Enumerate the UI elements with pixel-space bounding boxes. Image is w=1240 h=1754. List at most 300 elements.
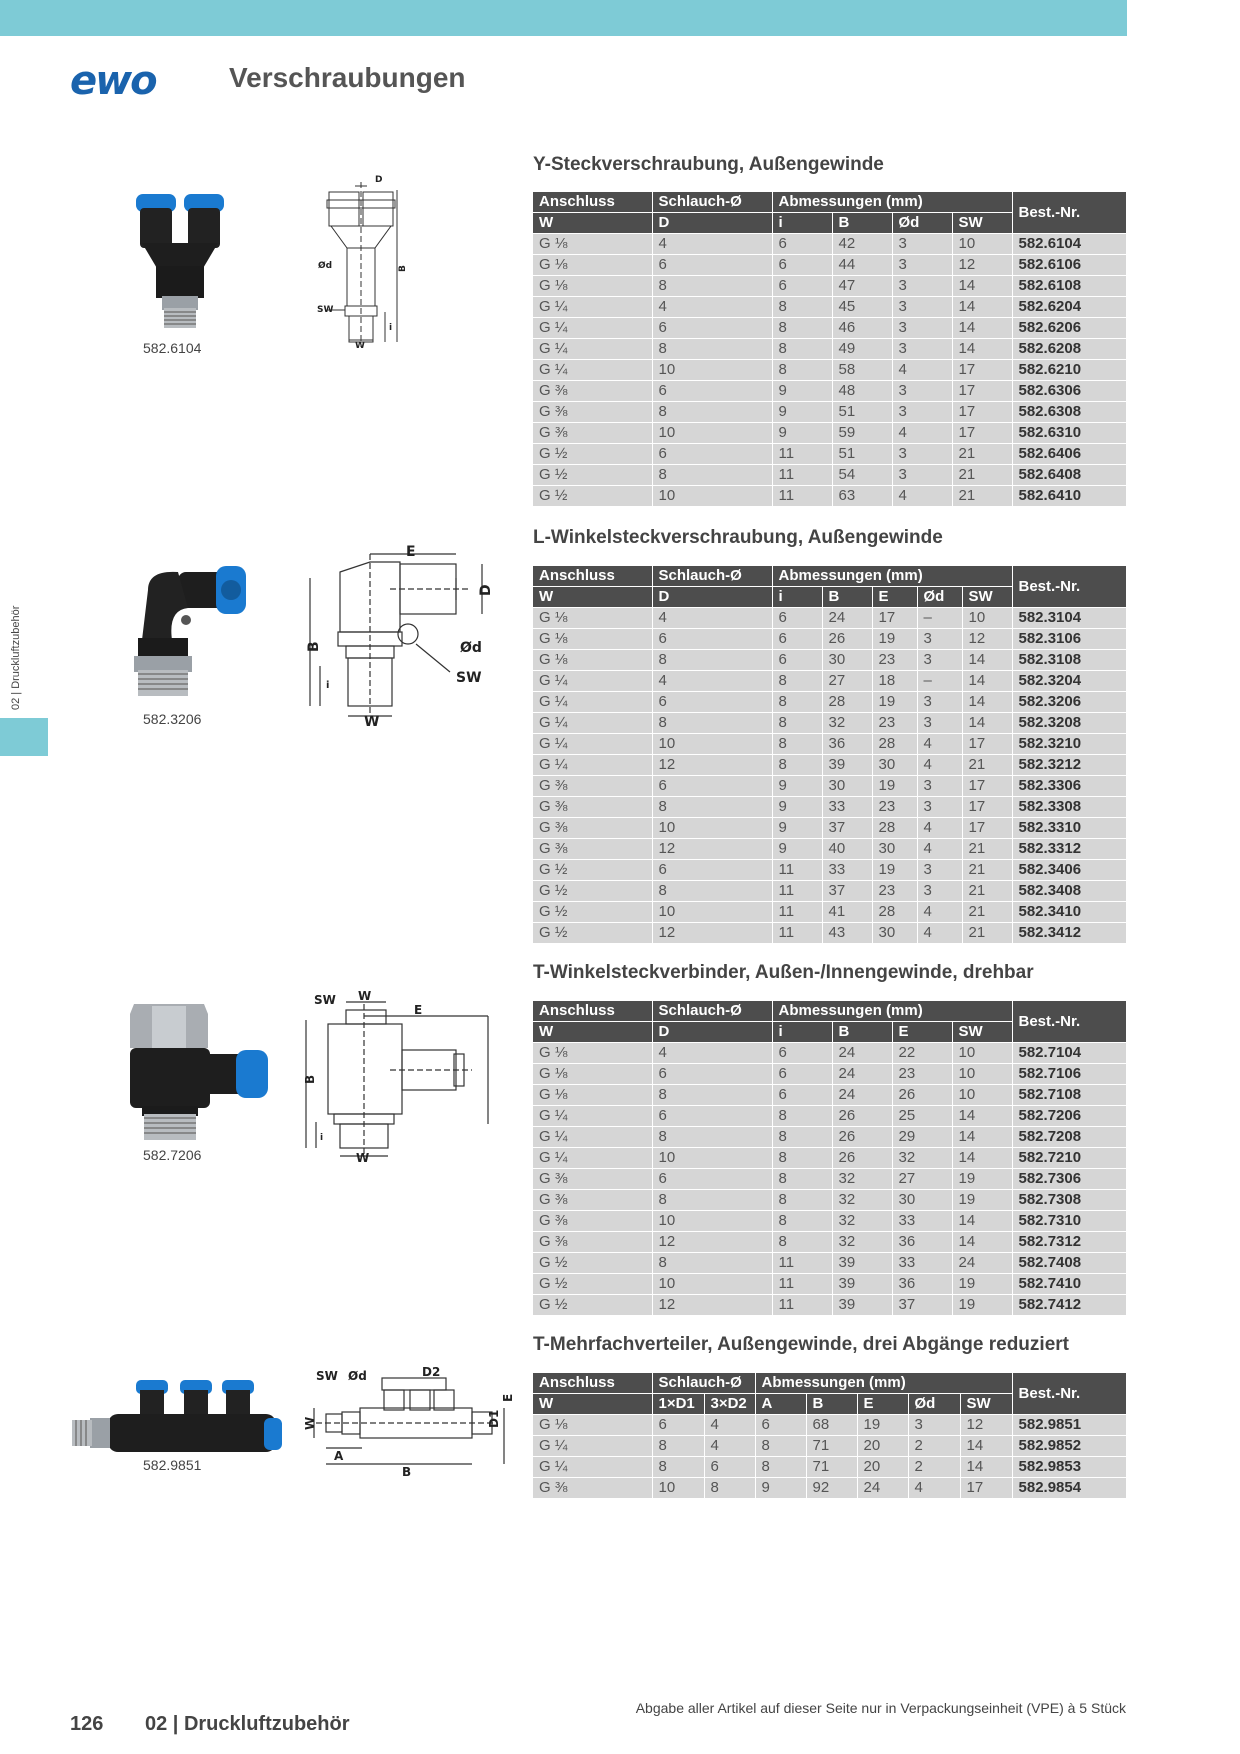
order-number-cell: 582.7308 [1012,1190,1126,1211]
order-number-cell: 582.6410 [1012,486,1126,507]
svg-text:W: W [355,341,365,351]
table-cell: 30 [892,1190,952,1211]
table-cell: 17 [960,1478,1012,1499]
group-header-abmessungen: Abmessungen (mm) [772,192,1012,213]
order-number-cell: 582.3210 [1012,734,1126,755]
table-cell: 68 [806,1415,857,1436]
table-cell: 21 [952,465,1012,486]
table-cell: 18 [872,671,917,692]
table-cell: 4 [892,360,952,381]
table-cell: 24 [822,608,872,629]
svg-text:i: i [389,323,393,333]
table-cell: 19 [872,860,917,881]
table-cell: 6 [772,255,832,276]
table-cell: 39 [832,1253,892,1274]
table-cell: 47 [832,276,892,297]
table-cell: 4 [652,1043,772,1064]
table-cell: 3 [892,444,952,465]
table-cell: 44 [832,255,892,276]
table-cell: 21 [962,881,1012,902]
table-cell: 36 [822,734,872,755]
table-row [533,381,1126,402]
svg-text:Ød: Ød [460,640,482,656]
part-label-t: 582.7206 [143,1147,202,1163]
table-cell: 58 [832,360,892,381]
part-label-l: 582.3206 [143,711,202,727]
table-cell: 92 [806,1478,857,1499]
order-number-cell: 582.7310 [1012,1211,1126,1232]
table-cell: 11 [772,902,822,923]
order-number-cell: 582.6406 [1012,444,1126,465]
table-cell: 27 [822,671,872,692]
order-number-cell: 582.7312 [1012,1232,1126,1253]
table-cell: 14 [952,276,1012,297]
section-title-t: T-Winkelsteckverbinder, Außen-/Innengewinde, drehbar [533,962,1034,983]
column-header: Ød [908,1394,960,1415]
table-cell: 8 [772,734,822,755]
column-header: D [652,213,772,234]
table-cell: 14 [952,1232,1012,1253]
table-cell: 14 [960,1436,1012,1457]
table-row [533,608,1126,629]
table-cell: 21 [962,902,1012,923]
table-cell: 8 [772,713,822,734]
column-header: E [872,587,917,608]
table-cell: 23 [872,881,917,902]
side-section-label [10,580,30,710]
table-cell: 4 [704,1415,755,1436]
order-number-cell: 582.6210 [1012,360,1126,381]
table-row [533,1274,1126,1295]
table-cell: 8 [652,1253,772,1274]
table-cell: 30 [872,755,917,776]
table-cell: G ⅜ [533,1169,652,1190]
table-cell: 6 [652,1415,704,1436]
table-cell: G ½ [533,486,652,507]
table-cell: G ¼ [533,1457,652,1478]
order-number-cell: 582.7410 [1012,1274,1126,1295]
table-cell: 28 [872,818,917,839]
table-cell: 11 [772,860,822,881]
column-header: B [832,213,892,234]
table-row [533,713,1126,734]
column-header: W [533,1022,652,1043]
table-cell: 8 [652,1085,772,1106]
table-cell: 17 [952,423,1012,444]
table-cell: 14 [952,1211,1012,1232]
table-cell: 8 [652,1457,704,1478]
table-cell: 10 [652,818,772,839]
table-cell: G ⅛ [533,255,652,276]
table-cell: 43 [822,923,872,944]
table-cell: 11 [772,1253,832,1274]
table-row [533,1127,1126,1148]
svg-text:D: D [478,584,494,596]
section-title-y: Y-Steckverschraubung, Außengewinde [533,154,884,175]
table-cell: 28 [872,734,917,755]
table-cell: G ¼ [533,692,652,713]
table-cell: 6 [652,381,772,402]
table-cell: 3 [892,381,952,402]
column-header: E [857,1394,908,1415]
table-cell: 14 [952,297,1012,318]
table-row [533,776,1126,797]
table-cell: 19 [872,776,917,797]
table-row [533,923,1126,944]
order-number-cell: 582.7208 [1012,1127,1126,1148]
group-header-bestnr: Best.-Nr. [1012,192,1126,234]
table-cell: 3 [892,255,952,276]
group-header-abmessungen: Abmessungen (mm) [772,566,1012,587]
table-row [533,444,1126,465]
group-header-anschluss: Anschluss [533,192,652,213]
table-cell: G ¼ [533,360,652,381]
table-cell: 12 [652,1295,772,1316]
table-cell: 8 [652,276,772,297]
column-header: Ød [892,213,952,234]
order-number-cell: 582.3106 [1012,629,1126,650]
table-cell: G ⅛ [533,1085,652,1106]
table-cell: 8 [755,1457,806,1478]
table-cell: 14 [962,713,1012,734]
table-cell: 6 [652,318,772,339]
table-cell: 24 [857,1478,908,1499]
table-cell: 17 [952,360,1012,381]
table-cell: 6 [652,255,772,276]
table-cell: 10 [652,1148,772,1169]
table-cell: 10 [652,1478,704,1499]
order-number-cell: 582.3412 [1012,923,1126,944]
table-cell: 6 [772,608,822,629]
spec-table-y [533,192,1126,507]
order-number-cell: 582.6408 [1012,465,1126,486]
table-row [533,423,1126,444]
table-cell: 23 [872,713,917,734]
order-number-cell: 582.6206 [1012,318,1126,339]
table-cell: 10 [652,734,772,755]
table-cell: 37 [892,1295,952,1316]
table-cell: G ½ [533,444,652,465]
table-cell: 3 [908,1415,960,1436]
table-cell: – [917,671,962,692]
table-cell: 9 [772,776,822,797]
table-cell: 8 [772,1148,832,1169]
table-cell: 10 [952,1085,1012,1106]
table-cell: G ⅜ [533,797,652,818]
table-cell: G ⅜ [533,1211,652,1232]
table-cell: 6 [772,234,832,255]
table-cell: 71 [806,1457,857,1478]
technical-drawing-y [315,172,425,352]
table-cell: 63 [832,486,892,507]
table-cell: 19 [872,629,917,650]
table-cell: 14 [962,650,1012,671]
table-cell: 20 [857,1436,908,1457]
table-cell: 3 [917,650,962,671]
table-cell: 8 [772,360,832,381]
table-cell: 8 [772,318,832,339]
column-header: D [652,1022,772,1043]
table-cell: 9 [772,839,822,860]
order-number-cell: 582.6108 [1012,276,1126,297]
table-cell: G ¼ [533,755,652,776]
table-cell: 10 [952,1064,1012,1085]
page-title: Verschraubungen [229,62,466,93]
svg-text:i: i [326,680,330,691]
order-number-cell: 582.3310 [1012,818,1126,839]
table-cell: 30 [822,650,872,671]
table-cell: 4 [917,818,962,839]
order-number-cell: 582.3104 [1012,608,1126,629]
table-cell: 51 [832,444,892,465]
table-cell: 9 [772,402,832,423]
column-header: i [772,213,832,234]
table-cell: 8 [755,1436,806,1457]
table-cell: 17 [962,776,1012,797]
table-cell: G ¼ [533,1127,652,1148]
table-cell: G ½ [533,1274,652,1295]
table-cell: G ⅜ [533,1478,652,1499]
column-header: i [772,587,822,608]
order-number-cell: 582.6308 [1012,402,1126,423]
column-header: Ød [917,587,962,608]
table-cell: 32 [832,1190,892,1211]
table-cell: 3 [917,692,962,713]
table-cell: 6 [652,692,772,713]
table-cell: 11 [772,923,822,944]
section-title-l: L-Winkelsteckverschraubung, Außengewinde [533,527,943,548]
table-cell: G ⅜ [533,839,652,860]
table-cell: 9 [772,381,832,402]
table-cell: 4 [892,486,952,507]
table-row [533,1169,1126,1190]
table-cell: 21 [952,444,1012,465]
table-cell: 33 [892,1211,952,1232]
table-cell: 8 [772,1127,832,1148]
table-cell: 46 [832,318,892,339]
group-header-anschluss: Anschluss [533,1373,652,1394]
group-header-schlauch: Schlauch-Ø [652,1001,772,1022]
table-cell: 39 [822,755,872,776]
table-row [533,797,1126,818]
table-row [533,1295,1126,1316]
table-cell: 4 [917,923,962,944]
part-label-y: 582.6104 [143,340,202,356]
table-cell: G ⅛ [533,1043,652,1064]
table-row [533,1106,1126,1127]
table-cell: 3 [892,402,952,423]
order-number-cell: 582.7306 [1012,1169,1126,1190]
order-number-cell: 582.3308 [1012,797,1126,818]
order-number-cell: 582.3204 [1012,671,1126,692]
table-cell: 6 [652,629,772,650]
table-cell: 3 [917,881,962,902]
table-cell: 4 [652,671,772,692]
footer-page-number: 126 [70,1713,104,1735]
svg-text:i: i [320,1133,324,1143]
table-cell: 10 [962,608,1012,629]
table-cell: G ¼ [533,318,652,339]
table-cell: 4 [652,297,772,318]
table-cell: 48 [832,381,892,402]
table-cell: 8 [772,692,822,713]
group-header-anschluss: Anschluss [533,566,652,587]
table-cell: 11 [772,465,832,486]
table-cell: 33 [892,1253,952,1274]
table-cell: 23 [872,650,917,671]
group-header-abmessungen: Abmessungen (mm) [772,1001,1012,1022]
table-cell: 2 [908,1436,960,1457]
table-cell: G ⅜ [533,818,652,839]
spec-table-m [533,1373,1126,1499]
table-cell: 21 [962,860,1012,881]
top-accent-bar [0,0,1127,36]
table-cell: G ½ [533,1295,652,1316]
order-number-cell: 582.3206 [1012,692,1126,713]
table-cell: 11 [772,1274,832,1295]
table-cell: 39 [832,1274,892,1295]
table-cell: 9 [755,1478,806,1499]
column-header: SW [962,587,1012,608]
table-cell: 6 [772,650,822,671]
table-cell: 8 [652,1127,772,1148]
table-cell: 30 [872,839,917,860]
order-number-cell: 582.7106 [1012,1064,1126,1085]
product-image-y [128,188,238,338]
table-cell: 39 [832,1295,892,1316]
table-row [533,1064,1126,1085]
table-row [533,839,1126,860]
table-cell: 8 [652,713,772,734]
table-cell: 6 [652,1106,772,1127]
table-row [533,860,1126,881]
table-cell: 6 [704,1457,755,1478]
table-cell: 26 [832,1106,892,1127]
table-cell: 71 [806,1436,857,1457]
table-cell: 36 [892,1274,952,1295]
table-cell: 4 [652,234,772,255]
table-cell: 14 [962,671,1012,692]
table-cell: 10 [952,234,1012,255]
table-row [533,1478,1126,1499]
svg-text:B: B [306,641,322,652]
table-cell: 24 [952,1253,1012,1274]
table-cell: 3 [917,860,962,881]
table-cell: G ¼ [533,297,652,318]
order-number-cell: 582.6310 [1012,423,1126,444]
table-cell: 10 [652,1211,772,1232]
table-cell: 19 [952,1190,1012,1211]
column-header: SW [952,213,1012,234]
table-cell: 11 [772,444,832,465]
footer-note: Abgabe aller Artikel auf dieser Seite nur in Verpackungseinheit (VPE) à 5 Stück [635,1700,1126,1716]
table-cell: 12 [652,755,772,776]
table-cell: 28 [822,692,872,713]
table-cell: 10 [952,1043,1012,1064]
table-row [533,755,1126,776]
table-cell: 17 [952,402,1012,423]
table-cell: 4 [908,1478,960,1499]
table-row [533,276,1126,297]
svg-text:W: W [358,989,372,1003]
table-row [533,671,1126,692]
group-header-anschluss: Anschluss [533,1001,652,1022]
table-row [533,402,1126,423]
table-cell: 8 [772,339,832,360]
order-number-cell: 582.3208 [1012,713,1126,734]
svg-text:SW: SW [316,1369,338,1383]
table-cell: G ½ [533,1253,652,1274]
table-cell: 3 [892,297,952,318]
table-cell: 49 [832,339,892,360]
table-cell: G ½ [533,902,652,923]
table-cell: 23 [892,1064,952,1085]
svg-text:E: E [406,544,416,560]
product-image-l [128,560,258,710]
table-cell: 24 [832,1043,892,1064]
table-cell: 42 [832,234,892,255]
svg-text:Ød: Ød [348,1369,367,1383]
table-row [533,1085,1126,1106]
table-cell: G ¼ [533,1436,652,1457]
table-row [533,1190,1126,1211]
table-cell: 21 [962,923,1012,944]
table-cell: 26 [892,1085,952,1106]
table-cell: G ⅜ [533,776,652,797]
table-cell: 23 [872,797,917,818]
table-cell: 3 [917,776,962,797]
table-cell: 26 [832,1127,892,1148]
table-cell: 12 [962,629,1012,650]
table-cell: 8 [772,1190,832,1211]
group-header-bestnr: Best.-Nr. [1012,1001,1126,1043]
svg-text:D2: D2 [422,1365,441,1379]
table-cell: 27 [892,1169,952,1190]
spec-table-l [533,566,1126,944]
table-cell: 3 [892,234,952,255]
table-cell: 9 [772,423,832,444]
table-cell: 10 [652,360,772,381]
table-cell: 21 [952,486,1012,507]
table-row [533,629,1126,650]
order-number-cell: 582.7408 [1012,1253,1126,1274]
table-row [533,692,1126,713]
table-cell: 28 [872,902,917,923]
table-cell: 10 [652,486,772,507]
table-cell: 19 [872,692,917,713]
table-cell: 40 [822,839,872,860]
table-cell: 3 [892,276,952,297]
svg-text:SW: SW [317,305,334,315]
table-cell: 19 [952,1169,1012,1190]
table-cell: 29 [892,1127,952,1148]
table-cell: 24 [832,1085,892,1106]
svg-text:D1: D1 [487,1409,501,1428]
table-cell: G ¼ [533,1106,652,1127]
table-cell: 8 [652,465,772,486]
group-header-schlauch: Schlauch-Ø [652,192,772,213]
table-cell: 12 [652,839,772,860]
technical-drawing-t [300,989,500,1165]
table-cell: 32 [832,1211,892,1232]
table-cell: G ⅜ [533,423,652,444]
svg-text:B: B [402,1465,412,1479]
svg-text:B: B [303,1074,317,1084]
table-cell: 8 [772,1106,832,1127]
table-cell: G ¼ [533,339,652,360]
table-cell: G ¼ [533,1148,652,1169]
table-cell: 4 [917,839,962,860]
